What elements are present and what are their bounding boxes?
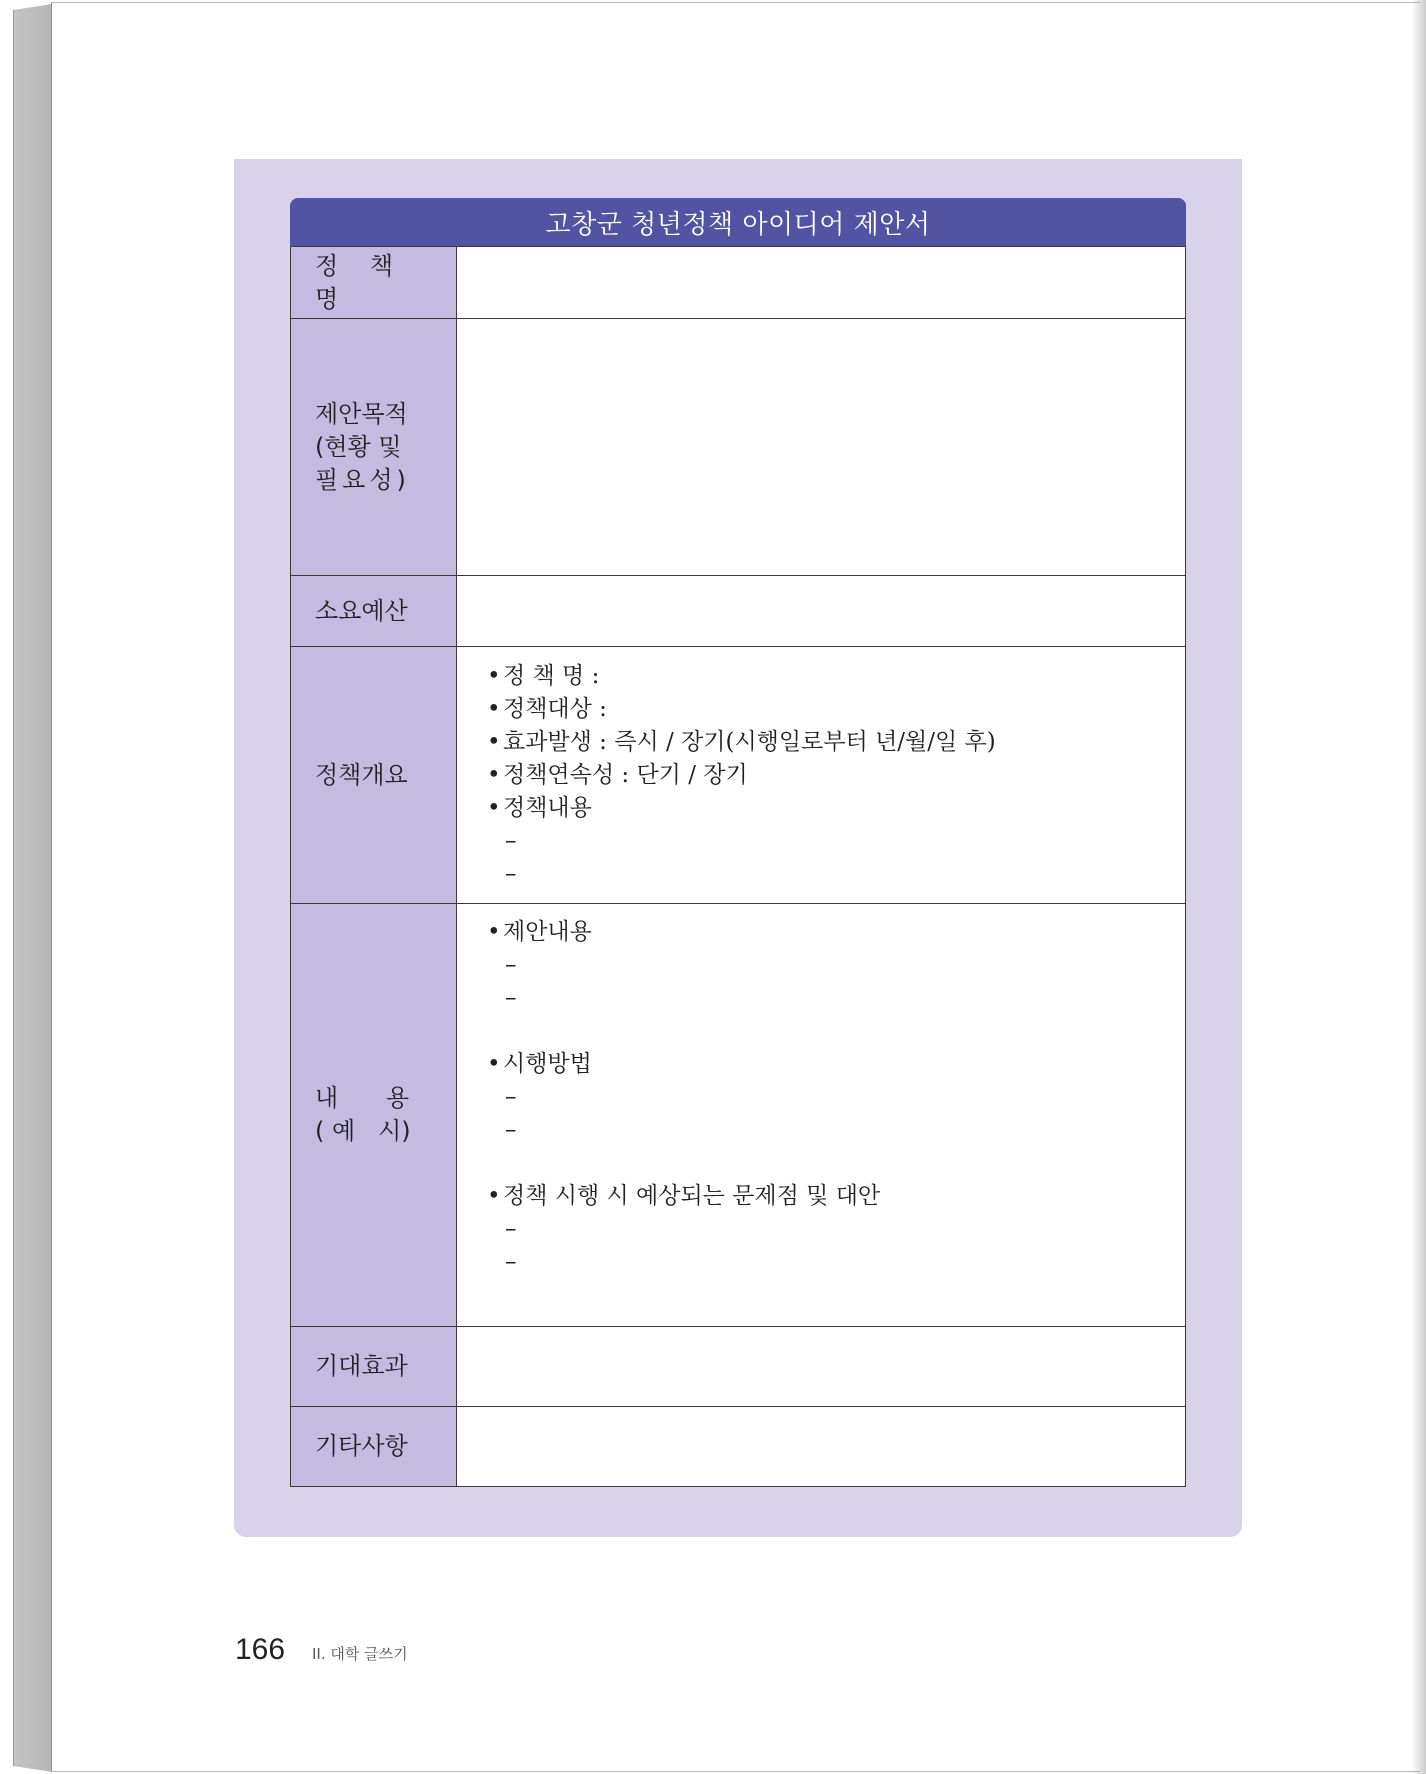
form-table	[290, 246, 1186, 1487]
row-expected	[291, 1327, 1186, 1407]
chapter-title: II. 대학 글쓰기	[312, 1645, 408, 1663]
label-policy-name: 정 책 명	[291, 247, 457, 319]
book-edge	[13, 4, 53, 1772]
field-other[interactable]	[457, 1407, 1186, 1487]
dash-item: –	[505, 827, 517, 854]
row-purpose	[291, 319, 1186, 576]
dash-item: –	[505, 985, 517, 1011]
list-item: • 제안내용	[487, 916, 1185, 949]
label-expected: 기대효과	[291, 1327, 457, 1407]
list-item: • 시행방법	[487, 1048, 1185, 1081]
dash-item: –	[505, 1249, 517, 1275]
content-lines	[457, 904, 1185, 1291]
list-item: • 정책내용	[487, 792, 1185, 825]
row-other	[291, 1407, 1186, 1487]
page-shadow	[1412, 0, 1426, 1774]
label-other: 기타사항	[291, 1407, 457, 1487]
dash-item: –	[505, 1117, 517, 1143]
row-content	[291, 904, 1186, 1327]
field-expected[interactable]	[457, 1327, 1186, 1407]
list-item: • 정책연속성 : 단기 / 장기	[487, 759, 1185, 792]
field-policy-name[interactable]	[457, 247, 1186, 319]
proposal-form	[290, 198, 1186, 1487]
dash-item: –	[505, 1084, 517, 1110]
page-number: 166	[235, 1633, 286, 1666]
dash-item: –	[505, 860, 517, 887]
label-purpose: 제안목적 (현황 및 필요성)	[291, 319, 457, 576]
field-budget[interactable]	[457, 576, 1186, 647]
label-overview: 정책개요	[291, 647, 457, 904]
field-purpose[interactable]	[457, 319, 1186, 576]
form-title: 고창군 청년정책 아이디어 제안서	[290, 198, 1186, 246]
field-overview[interactable]	[457, 647, 1186, 904]
list-item: • 정책대상 :	[487, 693, 1185, 726]
dash-item: –	[505, 1216, 517, 1242]
row-budget	[291, 576, 1186, 647]
row-policy-name	[291, 247, 1186, 319]
field-content[interactable]	[457, 904, 1186, 1327]
overview-lines	[457, 648, 1185, 903]
list-item: • 정책 시행 시 예상되는 문제점 및 대안	[487, 1180, 1185, 1213]
label-budget: 소요예산	[291, 576, 457, 647]
label-content: 내 용 ( 예 시)	[291, 904, 457, 1327]
dash-item: –	[505, 952, 517, 978]
list-item: • 정 책 명 :	[487, 660, 1185, 693]
list-item: • 효과발생 : 즉시 / 장기(시행일로부터 년/월/일 후)	[487, 726, 1185, 759]
row-overview	[291, 647, 1186, 904]
